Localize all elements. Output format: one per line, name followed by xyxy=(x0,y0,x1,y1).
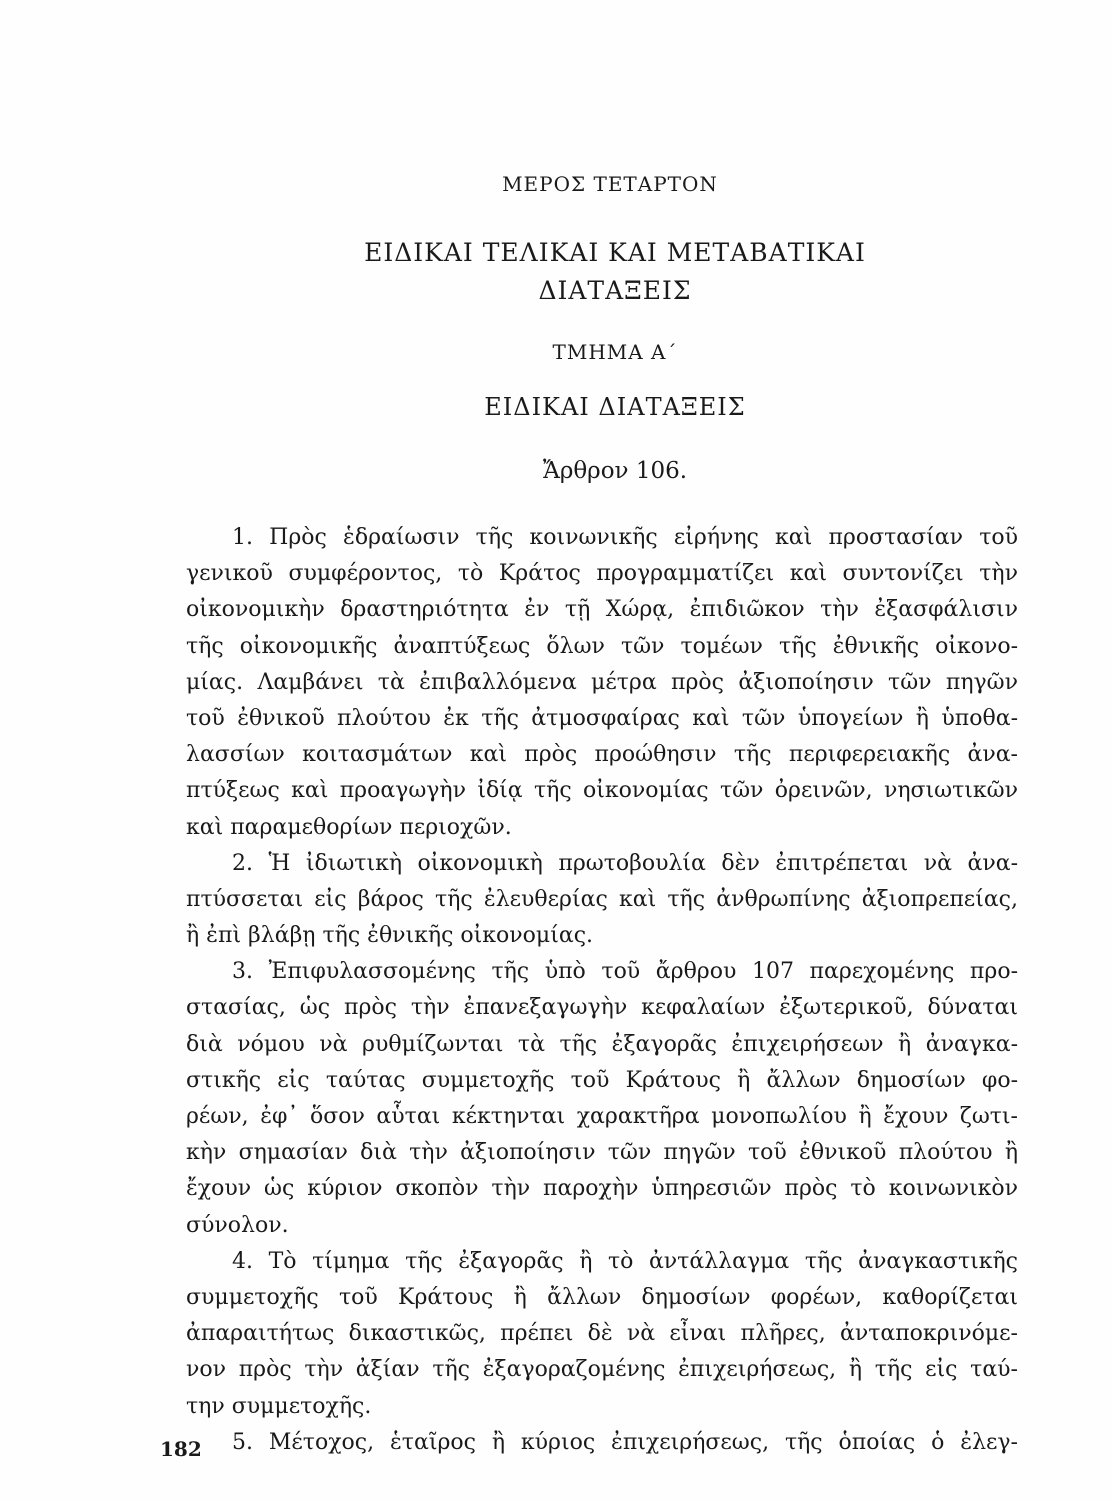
body-line: ρέων, ἐφ᾽ ὅσον αὗται κέκτηνται χαρακτῆρα μονοπωλίου ἢ ἔχουν ζωτι- xyxy=(186,1104,1018,1129)
body-line: 5. Μέτοχος, ἑταῖρος ἢ κύριος ἐπιχειρήσεως, τῆς ὁποίας ὁ ἐλεγ- xyxy=(232,1429,1018,1455)
body-line: σύνολον. xyxy=(186,1212,289,1238)
body-line: 2. Ἡ ἰδιωτικὴ οἰκονομικὴ πρωτοβουλία δὲν ἐπιτρέπεται νὰ ἀνα- xyxy=(232,850,1018,876)
article-title: Ἄρθρον 106. xyxy=(542,458,688,484)
body-line: ἀπαραιτήτως δικαστικῶς, πρέπει δὲ νὰ εἶναι πλῆρες, ἀνταποκρινόμε- xyxy=(186,1321,1018,1347)
part-title: ΜΕΡΟΣ ΤΕΤΑΡΤΟΝ xyxy=(502,172,718,196)
body-line: πτύξεως καὶ προαγωγὴν ἰδίᾳ τῆς οἰκονομίας τῶν ὀρεινῶν, νησιωτικῶν xyxy=(186,778,1018,804)
body-line: 3. Ἐπιφυλασσομένης τῆς ὑπὸ τοῦ ἄρθρου 107 παρεχομένης προ- xyxy=(232,959,1018,985)
body-line: στασίας, ὡς πρὸς τὴν ἐπανεξαγωγὴν κεφαλαίων ἐξωτερικοῦ, δύναται xyxy=(186,995,1018,1021)
body-line: διὰ νόμου νὰ ρυθμίζωνται τὰ τῆς ἐξαγορᾶς ἐπιχειρήσεων ἢ ἀναγκα- xyxy=(186,1031,1018,1057)
body-line: ἢ ἐπὶ βλάβῃ τῆς ἐθνικῆς οἰκονομίας. xyxy=(186,923,594,949)
body-line: τῆς οἰκονομικῆς ἀναπτύξεως ὅλων τῶν τομέων τῆς ἐθνικῆς οἰκονο- xyxy=(186,633,1018,659)
body-line: νον πρὸς τὴν ἀξίαν τῆς ἐξαγοραζομένης ἐπιχειρήσεως, ἢ τῆς εἰς ταύ- xyxy=(186,1357,1018,1383)
body-line: 1. Πρὸς ἑδραίωσιν τῆς κοινωνικῆς εἰρήνης καὶ προστασίαν τοῦ xyxy=(232,525,1018,550)
body-line: στικῆς εἰς ταύτας συμμετοχῆς τοῦ Κράτους ἢ ἄλλων δημοσίων φο- xyxy=(186,1067,1018,1093)
body-line: λασσίων κοιτασμάτων καὶ πρὸς προώθησιν τῆς περιφερειακῆς ἀνα- xyxy=(186,742,1018,768)
body-line: οἰκονομικὴν δραστηριότητα ἐν τῇ Χώρᾳ, ἐπιδιῶκον τὴν ἐξασφάλισιν xyxy=(186,597,1018,623)
section-title: ΤΜΗΜΑ Α΄ xyxy=(552,340,678,364)
body-line: μίας. Λαμβάνει τὰ ἐπιβαλλόμενα μέτρα πρὸς ἀξιοποίησιν τῶν πηγῶν xyxy=(186,669,1018,695)
body-line: ἔχουν ὡς κύριον σκοπὸν τὴν παροχὴν ὑπηρεσιῶν πρὸς τὸ κοινωνικὸν xyxy=(186,1176,1018,1202)
body-line: κὴν σημασίαν διὰ τὴν ἀξιοποίησιν τῶν πηγῶν τοῦ ἐθνικοῦ πλούτου ἢ xyxy=(186,1140,1018,1166)
body-line: συμμετοχῆς τοῦ Κράτους ἢ ἄλλων δημοσίων φορέων, καθορίζεται xyxy=(186,1284,1018,1310)
main-title xyxy=(0,234,1112,310)
body-line: τοῦ ἐθνικοῦ πλούτου ἐκ τῆς ἀτμοσφαίρας καὶ τῶν ὑπογείων ἢ ὑποθα- xyxy=(186,705,1018,731)
page-number: 182 xyxy=(160,1437,202,1461)
body-line: την συμμετοχῆς. xyxy=(186,1393,372,1419)
body-line: πτύσσεται εἰς βάρος τῆς ἐλευθερίας καὶ τῆς ἀνθρωπίνης ἀξιοπρεπείας, xyxy=(186,886,1018,912)
main-title-line-1: ΕΙΔΙΚΑΙ ΤΕΛΙΚΑΙ ΚΑΙ ΜΕΤΑΒΑΤΙΚΑΙ xyxy=(364,238,866,267)
article-body xyxy=(186,520,1018,1461)
body-line: καὶ παραμεθορίων περιοχῶν. xyxy=(186,814,512,840)
body-line: 4. Τὸ τίμημα τῆς ἐξαγορᾶς ἢ τὸ ἀντάλλαγμα τῆς ἀναγκαστικῆς xyxy=(232,1248,1018,1274)
main-title-line-2: ΔΙΑΤΑΞΕΙΣ xyxy=(538,276,692,305)
section-subtitle: ΕΙΔΙΚΑΙ ΔΙΑΤΑΞΕΙΣ xyxy=(484,393,746,421)
body-line: γενικοῦ συμφέροντος, τὸ Κράτος προγραμματίζει καὶ συντονίζει τὴν xyxy=(186,561,1018,587)
